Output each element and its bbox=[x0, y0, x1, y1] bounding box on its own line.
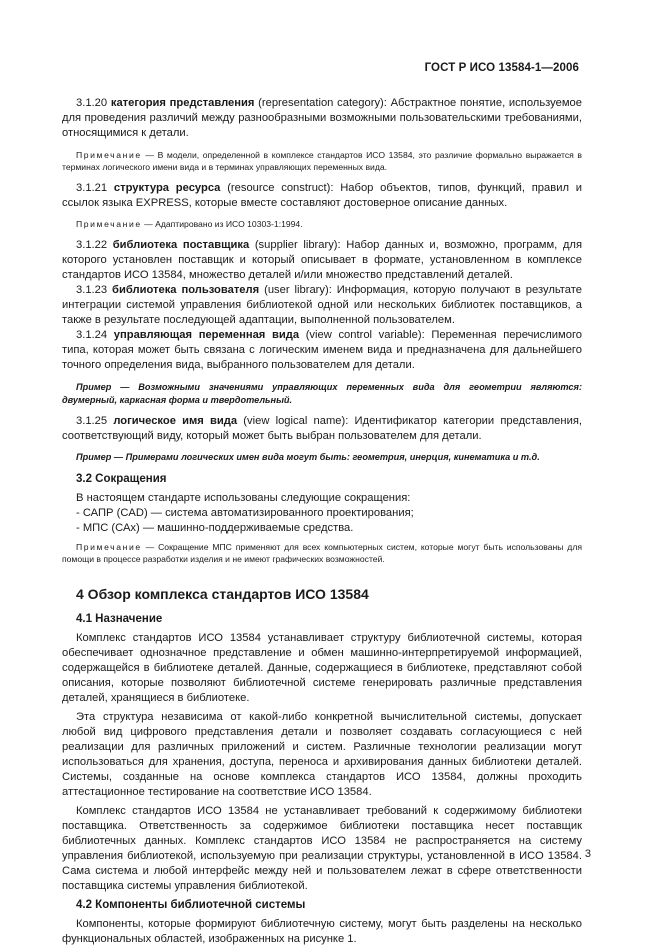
note-2 bbox=[62, 218, 582, 230]
note-text: — В модели, определенной в комплексе стандартов ИСО 13584, это различие формально выражается в терминах логического имени вида и в терминах управляющих переменных вида. bbox=[62, 150, 582, 172]
abbreviation-item: - МПС (САх) — машинно-поддерживаемые средства. bbox=[76, 521, 354, 534]
abbreviation-item: - САПР (CAD) — система автоматизированного проектирования; bbox=[76, 506, 414, 519]
definition-number: 3.1.21 bbox=[76, 182, 108, 194]
example-text: — Примерами логических имен вида могут быть: геометрия, инерция, кинематика и т.д. bbox=[111, 452, 540, 462]
definition-3-1-23 bbox=[62, 283, 582, 328]
definition-3-1-22 bbox=[62, 238, 582, 283]
example-text: — Возможными значениями управляющих переменных вида для геометрии являются: двумерный, каркасная форма и твердотельный. bbox=[62, 382, 582, 405]
definition-number: 3.1.24 bbox=[76, 329, 108, 341]
page-content bbox=[62, 96, 582, 947]
definition-term: логическое имя вида bbox=[113, 415, 238, 427]
section-4-1-paragraph: Эта структура независима от какой-либо конкретной вычислительной системы, допускает любой вид цифрового представления детали и позволяет создавать согласующиеся с ней реализации для различных приложений и систем. Различные технологии реализации могут использоваться для хранения, доступа, переноса и архивирования данных библиотеки деталей. Системы, созданные на основе комплекса стандартов ИСО 13584, должны проходить аттестационное тестирование на соответствие ИСО 13584. bbox=[62, 710, 582, 798]
definition-3-1-21 bbox=[62, 181, 582, 211]
definition-3-1-25 bbox=[62, 414, 582, 444]
definition-text: (user library): Информация, которую получают в результате интеграции системой управления библиотекой одной или нескольких библиотек поставщиков, а также в результате последующей адаптации, выполненной пользователем. bbox=[62, 284, 583, 326]
definition-text: (resource construct): Набор объектов, типов, функций, правил и ссылок языка EXPRESS, которые вместе составляют достоверное описание данных. bbox=[62, 182, 583, 209]
section-3-2-heading: 3.2 Сокращения bbox=[76, 472, 167, 485]
definition-text: (view control variable): Переменная перечислимого типа, которая может быть связана с логическим именем вида и предназначена для дальнейшего точного определения вида, выбранного пользователем для детали. bbox=[62, 329, 583, 371]
section-4-1-paragraph: Комплекс стандартов ИСО 13584 устанавливает структуру библиотечной системы, которая обеспечивает однозначное представление и обмен машинно-интерпретируемой информацией, содержащейся в библиотеке деталей. Данные, содержащиеся в библиотеке, представляют собой описания, которые позволяют библиотечной системе генерировать различные представления деталей, хранящиеся в библиотеке. bbox=[62, 631, 582, 704]
definition-3-1-20 bbox=[62, 96, 582, 141]
definition-text: (supplier library): Набор данных и, возможно, программ, для которого установлен поставщик и который описывает в формате, установленном в комплексе стандартов ИСО 13584, множество деталей и/или множество представлений деталей. bbox=[62, 239, 583, 281]
definition-number: 3.1.20 bbox=[76, 97, 108, 109]
definition-text: (representation category): Абстрактное понятие, используемое для проведения различий между разнообразными возможными пользовательскими требованиями, относящимися к детали. bbox=[62, 97, 582, 139]
abbreviations-intro: В настоящем стандарте использованы следующие сокращения: bbox=[76, 491, 411, 504]
definition-text: (view logical name): Идентификатор категории представления, соответствующий виду, который может быть выбран пользователем для детали. bbox=[62, 415, 583, 442]
note-label: Примечание bbox=[76, 150, 142, 160]
section-4-2-heading: 4.2 Компоненты библиотечной системы bbox=[76, 898, 306, 911]
note-label: Примечание bbox=[76, 219, 142, 229]
note-label: Примечание bbox=[76, 541, 142, 552]
note-text: — Адаптировано из ИСО 10303-1:1994. bbox=[141, 219, 303, 229]
section-4-2-paragraph: Компоненты, которые формируют библиотечную систему, могут быть разделены на несколько функциональных областей, изображенных на рисунке 1. bbox=[62, 917, 582, 945]
section-4-heading: 4 Обзор комплекса стандартов ИСО 13584 bbox=[76, 585, 369, 602]
page-number: 3 bbox=[584, 848, 591, 860]
definition-term: управляющая переменная вида bbox=[113, 329, 300, 341]
definition-term: библиотека поставщика bbox=[112, 239, 250, 251]
definition-term: категория представления bbox=[110, 97, 255, 109]
example-label: Пример bbox=[76, 382, 112, 392]
example-label: Пример bbox=[76, 452, 112, 462]
definition-3-1-24 bbox=[62, 328, 582, 373]
note-3 bbox=[62, 541, 582, 565]
example-1 bbox=[62, 381, 582, 406]
section-4-1-heading: 4.1 Назначение bbox=[76, 612, 163, 625]
definition-number: 3.1.23 bbox=[76, 284, 108, 296]
definition-term: структура ресурса bbox=[113, 182, 221, 194]
section-4-1-paragraph: Комплекс стандартов ИСО 13584 не устанавливает требований к содержимому библиотеки поставщика. Ответственность за содержимое библиотеки поставщика несет поставщик библиотечных данных. Комплекс стандартов ИСО 13584 не распространяется на систему управления библиотекой, используемую при реализации структуры, установленной в ИСО 13584. Сама система и любой интерфейс между ней и пользователем лежат в сфере ответственности поставщика системы управления библиотекой. bbox=[62, 804, 582, 892]
definition-term: библиотека пользователя bbox=[112, 284, 260, 296]
definition-number: 3.1.25 bbox=[76, 415, 108, 427]
example-2 bbox=[62, 451, 582, 464]
note-1 bbox=[62, 149, 582, 173]
definition-number: 3.1.22 bbox=[76, 239, 108, 251]
note-text: — Сокращение МПС применяют для всех компьютерных систем, которые могут быть использованы для помощи в процессе разработки изделия и не имеют графических возможностей. bbox=[62, 541, 582, 564]
document-header: ГОСТ Р ИСО 13584-1—2006 bbox=[424, 62, 579, 74]
